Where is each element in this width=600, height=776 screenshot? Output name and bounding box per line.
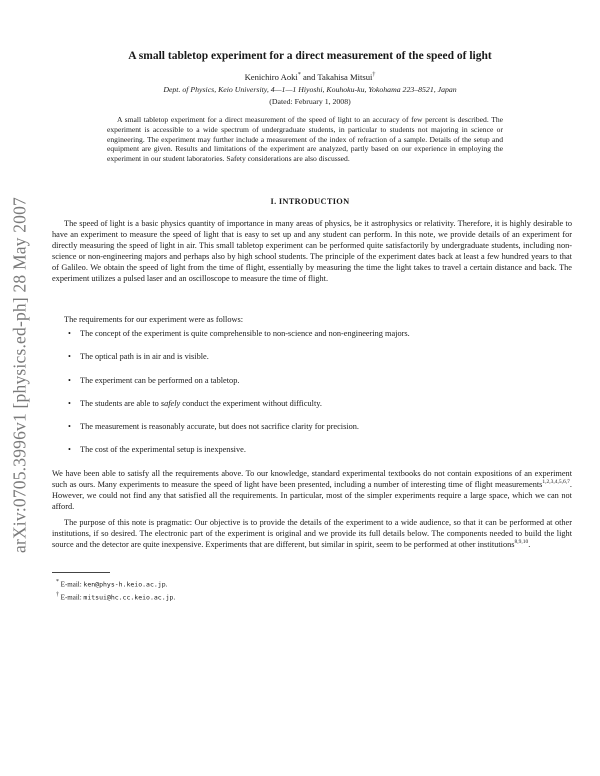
date-line: (Dated: February 1, 2008) [269, 97, 351, 106]
author-1-mark: * [297, 72, 301, 79]
author-1: Kenichiro Aoki [244, 72, 298, 82]
footnote-divider [52, 572, 110, 573]
requirement-emphasis: safely [160, 398, 181, 408]
bullet-icon: • [68, 352, 71, 362]
footnote-2-end: . [173, 593, 176, 602]
author-2-mark: † [372, 72, 376, 79]
requirements-list [68, 328, 568, 468]
paragraph-4-text-b: . [528, 540, 531, 549]
bullet-icon: • [68, 398, 71, 408]
section-heading: I. INTRODUCTION [270, 197, 350, 206]
bullet-icon: • [68, 445, 71, 455]
footnote-1 [56, 577, 175, 590]
requirement-text: The optical path is in air and is visible. [80, 352, 209, 362]
arxiv-id: arXiv:0705.3996v1 [physics.ed-ph] 28 May 2007 [9, 196, 30, 554]
intro-paragraph-4 [52, 517, 572, 550]
footnote-2-mark: † [56, 592, 59, 599]
paragraph-3-text-b: . However, we could not find any that satisfied all the requirements. In particular, most of the simpler experiments require a large space, which we can not afford. [52, 480, 572, 511]
affiliation: Dept. of Physics, Keio University, 4—1—1 Hiyoshi, Kouhoku-ku, Yokohama 223–8521, Japan [163, 85, 457, 94]
paragraph-3-text-a: We have been able to satisfy all the requirements above. To our knowledge, standard experimental textbooks do not contain expositions of an experiment such as ours. Many experiments to measure the speed of light have been presented, including a number of interesting time of flight measurements [52, 469, 572, 489]
intro-paragraph-3 [52, 468, 572, 512]
list-item [68, 328, 568, 339]
list-item [68, 375, 568, 386]
author-2: Takahisa Mitsui [317, 72, 373, 82]
footnote-2-label: E-mail: [58, 593, 84, 602]
list-item [68, 444, 568, 455]
requirement-text: The experiment can be performed on a tabletop. [80, 375, 240, 385]
footnote-1-end: . [165, 580, 168, 589]
authors-and: and [300, 72, 318, 82]
requirement-text: The concept of the experiment is quite comprehensible to non-science and non-engineering majors. [80, 329, 410, 338]
list-item [68, 421, 568, 432]
paper-title: A small tabletop experiment for a direct measurement of the speed of light [128, 50, 492, 62]
bullet-icon: • [68, 329, 71, 338]
requirement-text-b: conduct the experiment without difficulty. [180, 398, 322, 408]
authors [60, 72, 560, 82]
footnote-1-label: E-mail: [58, 580, 84, 589]
requirement-text-a: The students are able to [80, 398, 161, 408]
footnote-2-email: mitsui@hc.cc.keio.ac.jp [83, 593, 174, 602]
list-item [68, 351, 568, 362]
footnote-1-email: ken@phys-h.keio.ac.jp [83, 580, 166, 589]
bullet-icon: • [68, 375, 71, 385]
arxiv-stamp [0, 160, 40, 590]
bullet-icon: • [68, 422, 71, 432]
intro-paragraph-1: The speed of light is a basic physics quantity of importance in many areas of physics, be it astrophysics or relativity. Therefore, it is highly desirable to have an experiment to measure the speed of light that is easy to set up and any student can perform. In this note, we provide details of an experiment for directly measuring the speed of light in air. This small tabletop experiment can be performed quite satisfactorily by undergraduate students, including non-science or non-engineering majors and perhaps also by high school students. The principle of the experiment dates back at least a few hundred years to that of Galileo. We obtain the speed of light from the time of flight, essentially by measuring the time the light takes to travel a certain distance and back. The experiment utilizes a pulsed laser and an oscilloscope to measure the time of flight. [52, 219, 572, 283]
footnote-1-mark: * [56, 579, 59, 585]
citation-refs-2: 8,9,10 [514, 539, 529, 546]
abstract: A small tabletop experiment for a direct measurement of the speed of light to an accuracy of few percent is described. The experiment is accessible to a wide spectrum of undergraduate students, in particular to students not majoring in science or engineering. The experiment may further include a measurement of the index of refraction of a sample. Details of the setup and equipment are given. Results and limitations of the experiment are analyzed, partly based on our experience in employing the experiment in our student laboratories. Safety considerations are also discussed. [107, 115, 503, 164]
footnote-2 [56, 590, 175, 603]
paragraph-4-text-a: The purpose of this note is pragmatic: Our objective is to provide the details of the experiment to a wide audience, so that it can be performed at other institutions, if so desired. The electronic part of the experiment is original and we provide its full details below. The components needed to build the light source and the detector are quite inexpensive. Experiments that are different, but similar in spirit, seem to be performed at other institutions [52, 518, 572, 549]
list-item [68, 398, 568, 409]
intro-paragraph-2: The requirements for our experiment were as follows: [64, 315, 244, 324]
citation-refs-1: 1,2,3,4,5,6,7 [542, 479, 570, 486]
requirement-text: The measurement is reasonably accurate, but does not sacrifice clarity for precision. [80, 422, 359, 432]
footnotes [56, 577, 175, 604]
requirement-text: The cost of the experimental setup is inexpensive. [80, 445, 246, 455]
